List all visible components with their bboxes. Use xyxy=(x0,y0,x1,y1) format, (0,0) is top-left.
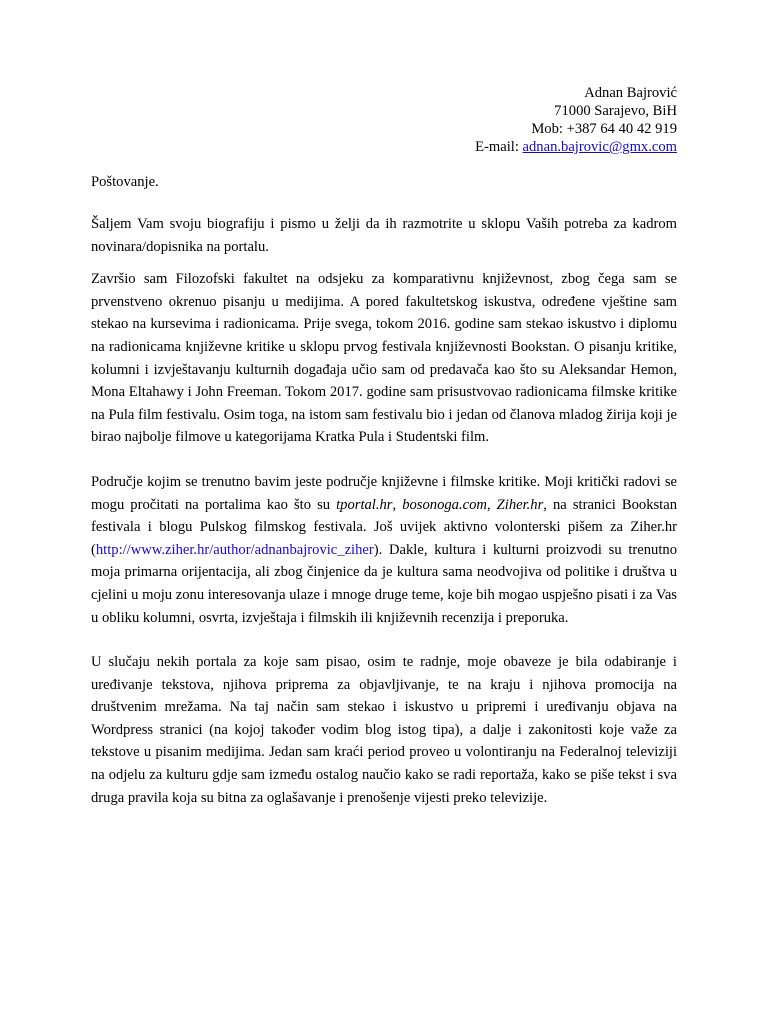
sender-name: Adnan Bajrović xyxy=(584,85,677,101)
sender-city: 71000 Sarajevo, BiH xyxy=(554,103,677,119)
paragraph-current-work xyxy=(91,471,677,629)
sender-phone: Mob: +387 64 40 42 919 xyxy=(531,121,677,137)
ziher-author-link[interactable]: http://www.ziher.hr/author/adnanbajrovic_ziher xyxy=(95,541,374,558)
paragraph-editing-experience: U slučaju nekih portala za koje sam pisao, osim te radnje, moje obaveze je bila odabiranje i uređivanje tekstova, njihova priprema za objavljivanje, te na kraju i njihova promocija na društvenim mrežama. Na taj način sam stekao i iskustvo u pripremi i uređivanju objava na Wordpress stranici (na kojoj također vodim blog istog tipa), a dalje i zakonitosti koje važe za tekstove u pisanim medijima. Jedan sam kraći period proveo u volontiranju na Federalnoj televiziji na odjelu za kulturu gdje sam između ostalog naučio kako se radi reportaža, kako se piše tekst i sva druga pravila koja su bitna za oglašavanje i prenošenje vijesti preko televizije. xyxy=(91,654,677,806)
email-link[interactable]: adnan.bajrovic@gmx.com xyxy=(522,139,677,155)
paragraph-intro: Šaljem Vam svoju biografiju i pismo u želji da ih razmotrite u sklopu Vaših potreba za kadrom novinara/dopisnika na portalu. xyxy=(91,216,677,255)
site-ziher: Ziher.hr xyxy=(496,496,544,513)
sender-email-line xyxy=(91,138,677,156)
p3-text-1: Područje kojim se trenutno bavim jeste područje književne i filmske kritike. Moji kritički radovi se mogu pročitati na portalima kao što su xyxy=(91,473,677,513)
p3-sep-2: , xyxy=(486,496,497,513)
paragraph-education: Završio sam Filozofski fakultet na odsjeku za komparativnu književnost, zbog čega sam se prvenstveno okrenuo pisanju u medijima. A pored fakultetskog iskustva, određene vještine sam stekao na kursevima i radionicama. Prije svega, tokom 2016. godine sam stekao iskustvo i diplomu na radionicama književne kritike u sklopu prvog festivala književnosti Bookstan. O pisanju kritike, kolumni i izvještavanju kulturnih događaja učio sam od predavača kao što su Aleksandar Hemon, Mona Eltahawy i John Freeman. Tokom 2017. godine sam prisustvovao radionicama filmske kritike na Pula film festivalu. Osim toga, na istom sam festivalu bio i jedan od članova mladog žirija koji je birao najbolje filmove u kategorijama Kratka Pula i Studentski film. xyxy=(91,271,677,446)
sender-block xyxy=(91,84,677,156)
site-bosonoga: bosonoga.com xyxy=(402,496,487,513)
email-label: E-mail: xyxy=(475,139,523,155)
p3-sep-1: , xyxy=(392,496,403,513)
site-tportal: tportal.hr xyxy=(336,496,393,513)
p3-text-3: ). Dakle, kultura i kulturni proizvodi su trenutno moja primarna orijentacija, ali zbog činjenice da je kultura sama neodvojiva od politike i društva u cjelini u moju zonu interesovanja ulaze i mnoge druge teme, koje bih mogao uspješno pisati i za Vas u obliku kolumni, osvrta, izvještaja i filmskih ili književnih recenzija i preporuka. xyxy=(91,541,677,626)
p3-text-2: , na stranici Bookstan festivala i blogu Pulskog filmskog festivala. Još uvijek aktivno volonterski pišem za Ziher.hr ( xyxy=(91,496,678,558)
greeting: Poštovanje. xyxy=(91,174,159,190)
